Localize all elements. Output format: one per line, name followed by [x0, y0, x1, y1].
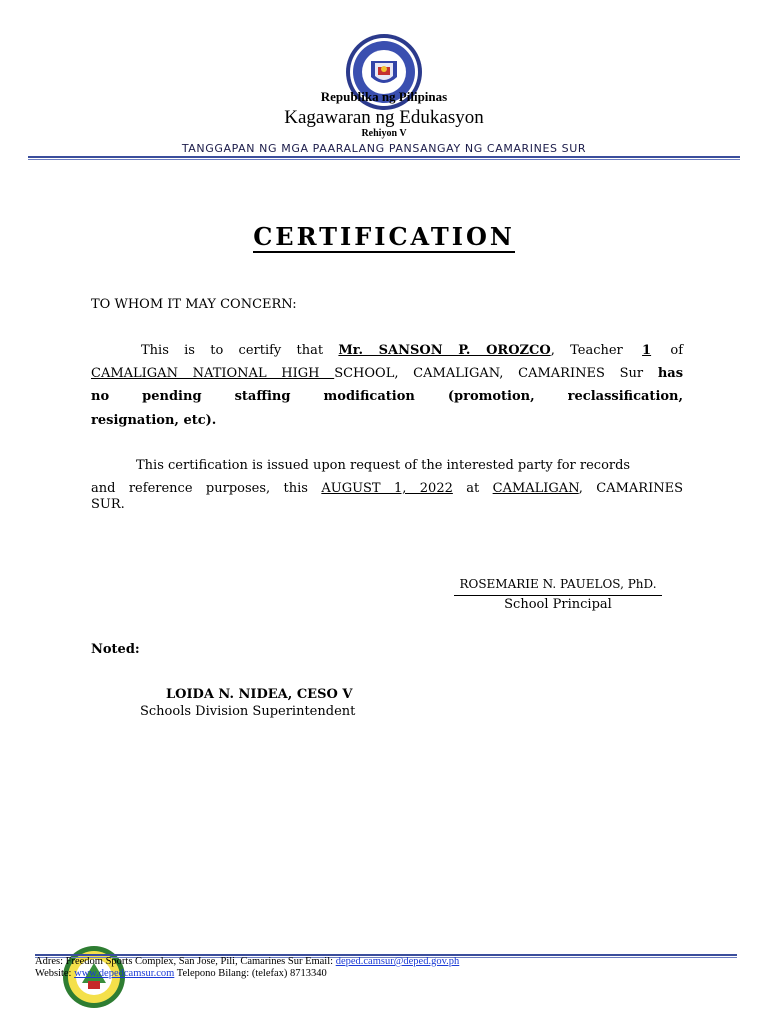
paragraph-1-line-3: no pending staffing modification (promotion, reclassification, [91, 389, 684, 404]
superintendent-title: Schools Division Superintendent [140, 704, 356, 719]
paragraph-1-line-4: resignation, etc). [91, 413, 217, 428]
kagawaran-heading: Kagawaran ng Edukasyon [284, 107, 484, 128]
header-divider-thin [28, 159, 740, 160]
signature-line [454, 595, 662, 596]
paragraph-2-line-2: and reference purposes, this AUGUST 1, 2022 at CAMALIGAN, CAMARINES [91, 481, 683, 496]
email-link[interactable]: deped.camsur@deped.gov.ph [335, 956, 460, 967]
rehiyon-heading: Rehiyon V [361, 128, 407, 139]
salutation: TO WHOM IT MAY CONCERN: [91, 297, 297, 312]
principal-title: School Principal [504, 597, 612, 612]
footer-address-line: Adres: Freedom Sports Complex, San Jose, Pili, Camarines Sur Email: deped.camsur@deped.gov.ph [35, 956, 460, 967]
website-link[interactable]: www.depedcamsur.com [74, 968, 175, 979]
header-divider [28, 156, 740, 158]
paragraph-2-line-3: SUR. [91, 497, 125, 512]
office-heading: TANGGAPAN NG MGA PAARALANG PANSANGAY NG CAMARINES SUR [181, 142, 587, 155]
republika-heading: Republika ng Pilipinas [320, 89, 448, 104]
paragraph-1-line-2: CAMALIGAN NATIONAL HIGH SCHOOL, CAMALIGAN, CAMARINES Sur has [91, 366, 684, 381]
paragraph-2-line-1: This certification is issued upon request of the interested party for records [136, 458, 631, 473]
noted-label: Noted: [91, 642, 140, 657]
principal-name: ROSEMARIE N. PAUELOS, PhD. [459, 577, 657, 591]
superintendent-name: LOIDA N. NIDEA, CESO V [166, 687, 353, 702]
document-title: CERTIFICATION [253, 222, 515, 251]
footer-website-line: Website: www.depedcamsur.com Telepono Bilang: (telefax) 8713340 [35, 968, 327, 979]
paragraph-1-line-1: This is to certify that Mr. SANSON P. OROZCO, Teacher 1 of [141, 343, 684, 358]
